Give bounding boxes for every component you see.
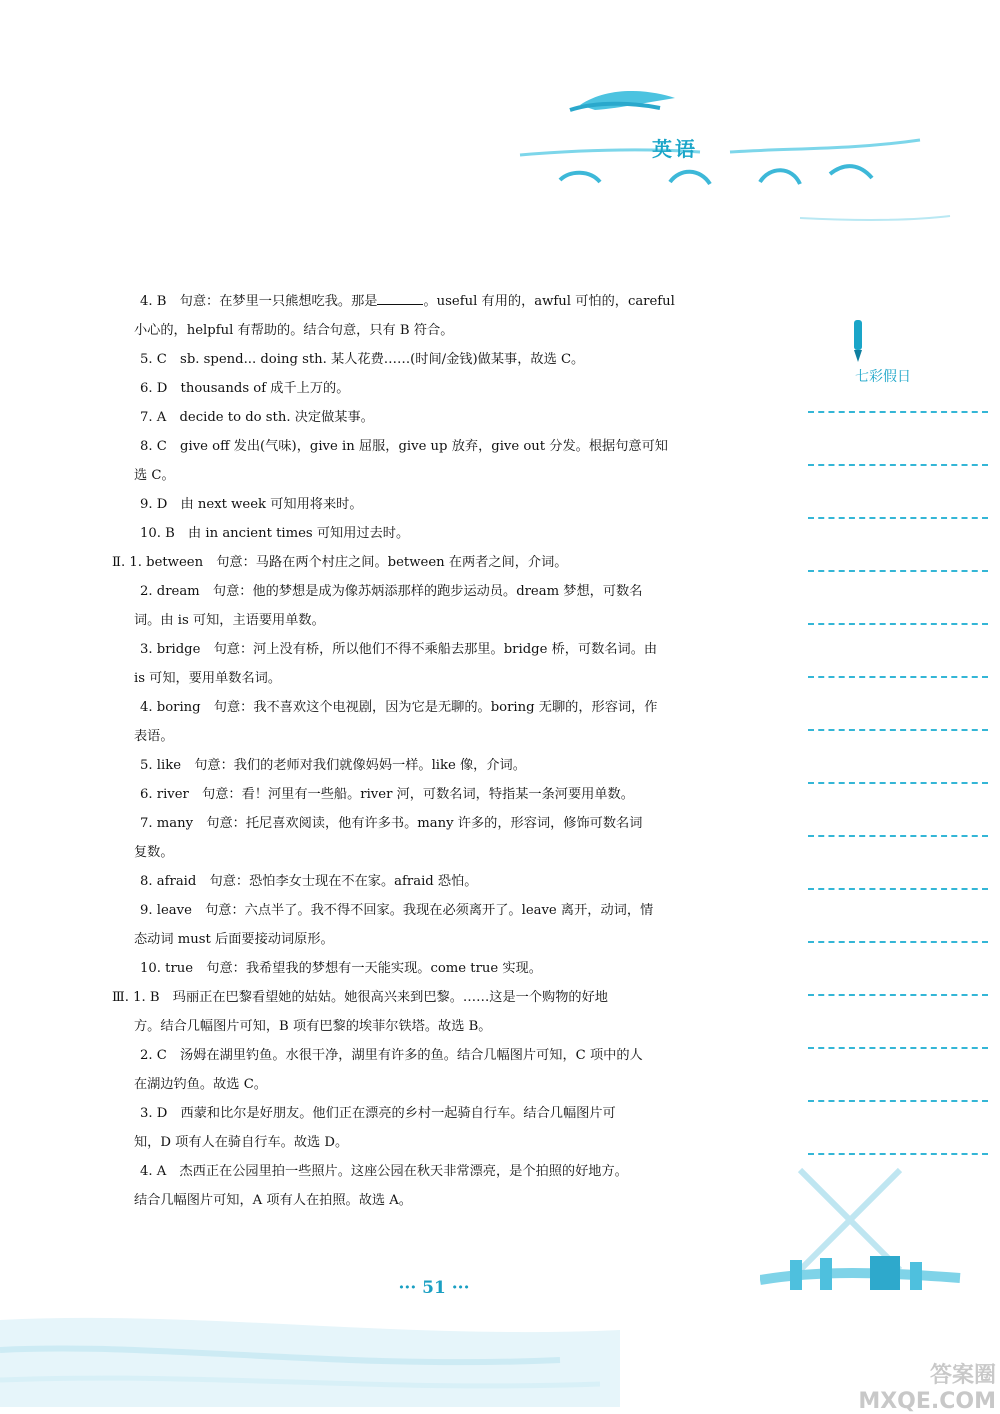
note-rule	[808, 941, 988, 943]
answer-line: 在湖边钓鱼。故选 C。	[134, 1077, 267, 1092]
note-rule	[808, 1047, 988, 1049]
answer-line: 9. leave 句意：六点半了。我不得不回家。我现在必须离开了。leave 离开，动词，情	[140, 903, 654, 918]
note-rule	[808, 411, 988, 413]
answer-line: 9. D 由 next week 可知用将来时。	[140, 497, 363, 512]
answer-line: Ⅲ. 1. B 玛丽正在巴黎看望她的姑姑。她很高兴来到巴黎。……这是一个购物的好地	[112, 990, 608, 1005]
answer-line: 10. B 由 in ancient times 可知用过去时。	[140, 526, 410, 541]
answer-line: 结合几幅图片可知，A 项有人在拍照。故选 A。	[134, 1193, 412, 1208]
sidebar-label: 七彩假日	[855, 369, 911, 385]
pen-icon	[847, 318, 871, 364]
answer-line: 表语。	[134, 729, 174, 744]
answer-line: 复数。	[134, 845, 174, 860]
answer-line: 5. like 句意：我们的老师对我们就像妈妈一样。like 像，介词。	[140, 758, 526, 773]
header-subject-title: 英语	[652, 137, 698, 161]
answer-line: 方。结合几幅图片可知，B 项有巴黎的埃菲尔铁塔。故选 B。	[134, 1019, 492, 1034]
answer-line: 7. A decide to do sth. 决定做某事。	[140, 410, 374, 425]
note-rule	[808, 464, 988, 466]
note-rule	[808, 517, 988, 519]
answer-line: 小心的，helpful 有帮助的。结合句意，只有 B 符合。	[134, 323, 454, 338]
answer-line-text: 4. B 句意：在梦里一只熊想吃我。那是	[140, 294, 378, 309]
answer-line: 词。由 is 可知，主语要用单数。	[134, 613, 325, 628]
note-rule	[808, 623, 988, 625]
answer-line: 8. C give off 发出(气味)，give in 屈服，give up 放弃，give out 分发。根据句意可知	[140, 439, 668, 454]
note-rule	[808, 1100, 988, 1102]
answer-line: 6. D thousands of 成千上万的。	[140, 381, 350, 396]
note-rule	[808, 1153, 988, 1155]
answer-line: 8. afraid 句意：恐怕李女士现在不在家。afraid 恐怕。	[140, 874, 478, 889]
answer-line: 7. many 句意：托尼喜欢阅读，他有许多书。many 许多的，形容词，修饰可数名词	[140, 816, 643, 831]
answer-line: is 可知，要用单数名词。	[134, 671, 282, 686]
answer-line: 3. D 西蒙和比尔是好朋友。他们正在漂亮的乡村一起骑自行车。结合几幅图片可	[140, 1106, 616, 1121]
answer-line: 4. A 杰西正在公园里拍一些照片。这座公园在秋天非常漂亮，是个拍照的好地方。	[140, 1164, 628, 1179]
note-rule	[808, 570, 988, 572]
answer-line: 6. river 句意：看！河里有一些船。river 河，可数名词，特指某一条河要用单数。	[140, 787, 634, 802]
answer-content	[112, 287, 748, 1215]
answer-line: 2. dream 句意：他的梦想是成为像苏炳添那样的跑步运动员。dream 梦想，可数名	[140, 584, 643, 599]
answer-line: 3. bridge 句意：河上没有桥，所以他们不得不乘船去那里。bridge 桥，可数名词。由	[140, 642, 658, 657]
answer-line-text: 。useful 有用的，awful 可怕的，careful	[423, 294, 675, 309]
watermark: 答案圈 MXQE.COM	[858, 1363, 996, 1414]
answer-line: 选 C。	[134, 468, 175, 483]
note-rule	[808, 729, 988, 731]
answer-line: 5. C sb. spend... doing sth. 某人花费……(时间/金钱)做某事，故选 C。	[140, 352, 585, 367]
answer-line: 2. C 汤姆在湖里钓鱼。水很干净，湖里有许多的鱼。结合几幅图片可知，C 项中的人	[140, 1048, 643, 1063]
note-rule	[808, 835, 988, 837]
header-decoration	[500, 70, 960, 240]
answer-line: 10. true 句意：我希望我的梦想有一天能实现。come true 实现。	[140, 961, 542, 976]
answer-line	[134, 287, 748, 316]
answer-line: 4. boring 句意：我不喜欢这个电视剧，因为它是无聊的。boring 无聊的，形容词，作	[140, 700, 658, 715]
footer-decoration	[760, 1160, 1000, 1360]
answer-line: Ⅱ. 1. between 句意：马路在两个村庄之间。between 在两者之间，介词。	[112, 555, 568, 570]
note-rule	[808, 676, 988, 678]
answer-line: 态动词 must 后面要接动词原形。	[134, 932, 334, 947]
answer-line: 知，D 项有人在骑自行车。故选 D。	[134, 1135, 349, 1150]
note-rule	[808, 994, 988, 996]
note-rule	[808, 782, 988, 784]
page-number: ··· 51 ···	[398, 1278, 470, 1298]
fill-blank	[377, 291, 423, 305]
note-rule	[808, 888, 988, 890]
